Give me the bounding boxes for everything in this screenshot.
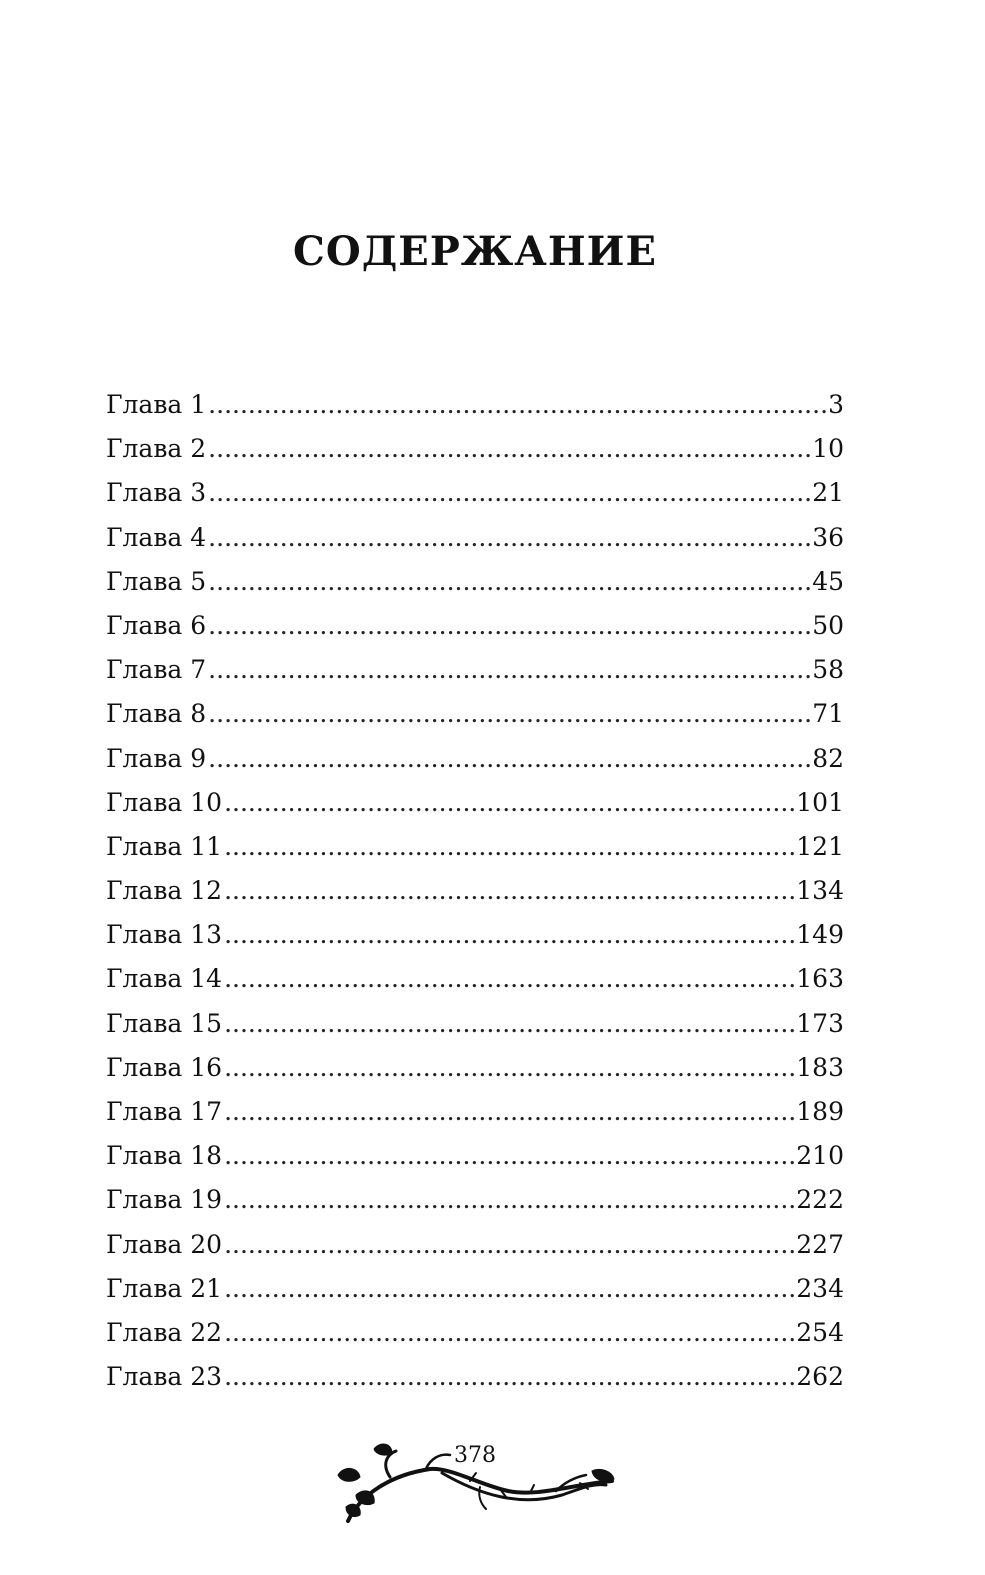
toc-entry-label: Глава 14 [106,964,223,994]
toc-entry-page: 50 [812,610,844,640]
toc-entry-label: Глава 15 [106,1008,223,1038]
toc-entry-label: Глава 8 [106,699,207,729]
toc-leader-dots [224,825,794,869]
toc-entry-page: 234 [796,1273,844,1303]
toc-leader-dots [224,957,794,1001]
toc-leader-dots [224,1355,794,1399]
toc-entry [106,1002,844,1046]
toc-entry-label: Глава 3 [106,478,207,508]
toc-entry [106,604,844,648]
toc-entry-label: Глава 9 [106,743,207,773]
toc-leader-dots [208,692,810,736]
toc-entry [106,383,844,427]
toc-entry-label: Глава 12 [106,876,223,906]
toc-entry-label: Глава 7 [106,655,207,685]
page-title: СОДЕРЖАНИЕ [293,228,657,275]
toc-entry-label: Глава 22 [106,1317,223,1347]
toc-entry-label: Глава 23 [106,1362,223,1392]
toc-entry-page: 45 [812,566,844,596]
toc-entry [106,1311,844,1355]
toc-leader-dots [224,1311,794,1355]
toc-entry-page: 36 [812,522,844,552]
toc-leader-dots [224,1046,794,1090]
toc-entry-label: Глава 1 [106,390,207,419]
toc-entry-page: 173 [796,1008,844,1038]
toc-entry-label: Глава 11 [106,831,223,861]
toc-leader-dots [208,383,826,427]
toc-leader-dots [224,1267,794,1311]
toc-entry [106,737,844,781]
toc-entry [106,471,844,515]
toc-entry-label: Глава 10 [106,787,223,817]
toc-entry [106,1355,844,1399]
toc-entry-label: Глава 13 [106,920,223,950]
toc-entry-label: Глава 5 [106,566,207,596]
toc-entry-page: 101 [796,787,844,817]
toc-entry-page: 134 [796,876,844,906]
toc-entry [106,1046,844,1090]
toc-entry-page: 183 [796,1052,844,1082]
toc-entry-label: Глава 16 [106,1052,223,1082]
toc-entry-page: 58 [812,655,844,685]
toc-entry-label: Глава 4 [106,522,207,552]
toc-entry [106,825,844,869]
toc-leader-dots [208,604,810,648]
toc-entry [106,781,844,825]
toc-entry-label: Глава 21 [106,1273,223,1303]
toc-leader-dots [224,1002,794,1046]
toc-entry [106,516,844,560]
toc-entry-label: Глава 18 [106,1141,223,1171]
toc-leader-dots [208,648,810,692]
toc-leader-dots [224,1223,794,1267]
toc-entry [106,648,844,692]
toc-entry-page: 121 [796,831,844,861]
toc-leader-dots [224,1090,794,1134]
toc-entry [106,692,844,736]
toc-leader-dots [208,516,810,560]
toc-entry-page: 3 [828,390,844,419]
toc-entry-label: Глава 17 [106,1097,223,1126]
toc-leader-dots [224,1134,794,1178]
toc-leader-dots [224,869,794,913]
toc-entry-page: 227 [796,1229,844,1259]
toc-entry-page: 10 [812,434,844,464]
page-number: 378 [454,1443,496,1468]
toc-entry-page: 254 [796,1317,844,1347]
toc-entry [106,1267,844,1311]
toc-entry [106,1223,844,1267]
toc-entry [106,1134,844,1178]
toc-leader-dots [224,781,794,825]
toc-entry [106,560,844,604]
toc-entry [106,913,844,957]
toc-leader-dots [208,560,810,604]
toc-entry-label: Глава 6 [106,610,207,640]
toc-entry-page: 82 [812,743,844,773]
toc-entry [106,427,844,471]
toc-entry-page: 71 [812,699,844,729]
toc-entry [106,1178,844,1222]
toc-leader-dots [208,427,810,471]
toc-leader-dots [224,1178,794,1222]
toc-entry-page: 210 [796,1141,844,1171]
toc-leader-dots [208,737,810,781]
toc-entry [106,957,844,1001]
toc-entry-page: 222 [796,1185,844,1215]
toc-entry [106,869,844,913]
toc-entry [106,1090,844,1134]
table-of-contents [106,383,844,1399]
toc-entry-page: 262 [796,1362,844,1392]
toc-entry-page: 163 [796,964,844,994]
toc-leader-dots [224,913,794,957]
toc-leader-dots [208,471,810,515]
toc-entry-label: Глава 19 [106,1185,223,1215]
toc-entry-label: Глава 2 [106,434,207,464]
toc-entry-page: 21 [812,478,844,508]
toc-entry-page: 149 [796,920,844,950]
toc-entry-label: Глава 20 [106,1229,223,1259]
vine-ornament-icon [330,1425,620,1525]
toc-entry-page: 189 [796,1097,844,1126]
